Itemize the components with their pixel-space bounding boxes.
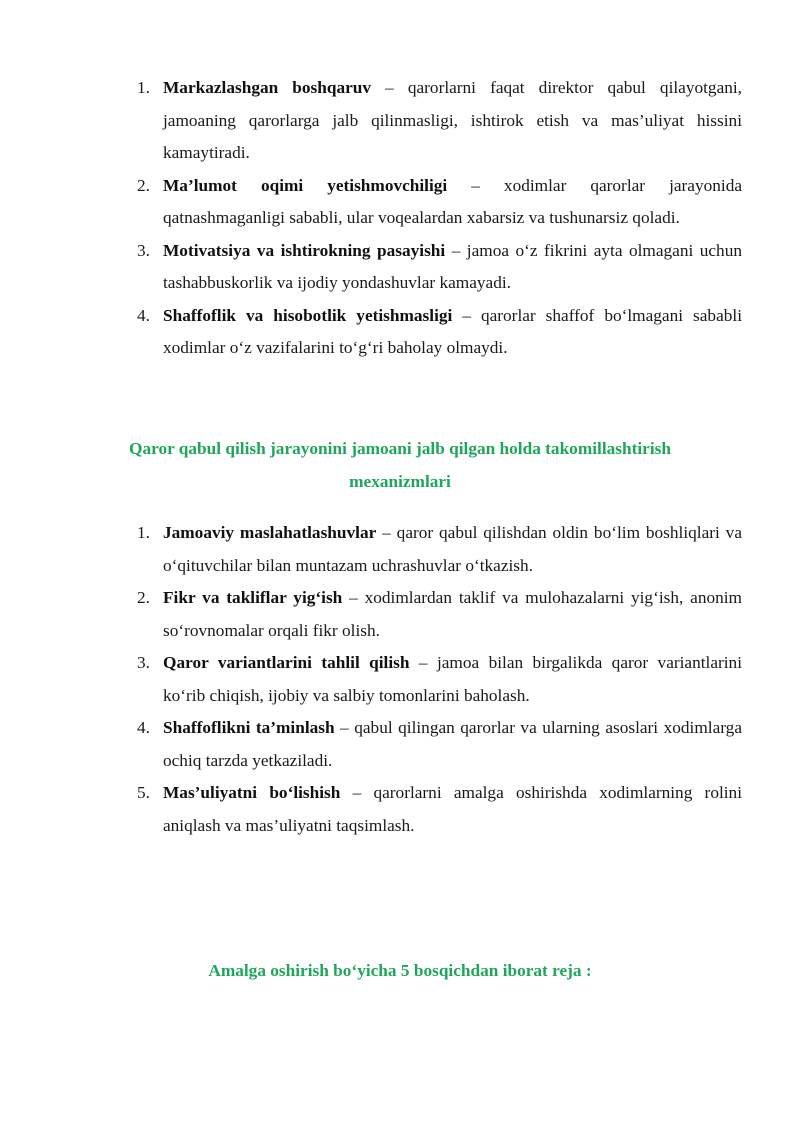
list-item-term: Markazlashgan boshqaruv bbox=[163, 78, 372, 97]
list-item-text: – qarorlarni faqat direktor qabul qilayotgani, jamoaning qarorlarga jalb qilinmasligi, ishtirok etish va mas’uliyat hissini kamaytiradi. bbox=[163, 78, 742, 162]
list-item bbox=[137, 300, 742, 365]
list-number: 3. bbox=[137, 653, 150, 672]
list-number: 3. bbox=[137, 240, 150, 260]
plan-heading: Amalga oshirish bo‘yicha 5 bosqichdan iborat reja : bbox=[208, 961, 592, 980]
list-number: 4. bbox=[137, 305, 150, 325]
list-number: 1. bbox=[137, 78, 150, 97]
list-item bbox=[137, 517, 742, 582]
list-number: 1. bbox=[137, 523, 150, 542]
list-item-term: Mas’uliyatni bo‘lishish bbox=[163, 783, 341, 802]
list-item-term: Ma’lumot oqimi yetishmovchiligi bbox=[163, 175, 448, 195]
list-number: 2. bbox=[137, 175, 150, 195]
list-item-text: – qabul qilingan qarorlar va ularning asoslari xodimlarga ochiq tarzda yetkaziladi. bbox=[163, 718, 742, 770]
list-item-term: Qaror variantlarini tahlil qilish bbox=[163, 653, 410, 672]
list-number: 4. bbox=[137, 718, 150, 737]
list-item bbox=[137, 777, 742, 842]
list-item-text: – jamoa bilan birgalikda qaror variantlarini ko‘rib chiqish, ijobiy va salbiy tomonlarini baholash. bbox=[163, 653, 742, 705]
list-item-text: – jamoa o‘z fikrini ayta olmagani uchun tashabbuskorlik va ijodiy yondashuvlar kamayadi. bbox=[163, 240, 742, 292]
list-item bbox=[137, 170, 742, 235]
list-item bbox=[137, 582, 742, 647]
list-item-term: Motivatsiya va ishtirokning pasayishi bbox=[163, 240, 446, 260]
list-item-text: – xodimlar qarorlar jarayonida qatnashmaganligi sababli, ular voqealardan xabarsiz va tushunarsiz qoladi. bbox=[163, 175, 742, 227]
list-item-term: Shaffoflik va hisobotlik yetishmasligi bbox=[163, 305, 453, 325]
list-item-text: – qarorlarni amalga oshirishda xodimlarning rolini aniqlash va mas’uliyatni taqsimlash. bbox=[163, 783, 742, 835]
list-item-term: Shaffoflikni ta’minlash bbox=[163, 718, 335, 737]
list-number: 2. bbox=[137, 588, 150, 607]
list-number: 5. bbox=[137, 783, 150, 802]
problems-list bbox=[137, 72, 742, 365]
list-item-text: – qaror qabul qilishdan oldin bo‘lim boshliqlari va o‘qituvchilar bilan muntazam uchrashuvlar o‘tkazish. bbox=[163, 523, 742, 575]
list-item-term: Jamoaviy maslahatlashuvlar bbox=[163, 523, 377, 542]
list-item-text: – xodimlardan taklif va mulohazalarni yig‘ish, anonim so‘rovnomalar orqali fikr olish. bbox=[163, 588, 742, 640]
section-heading: Qaror qabul qilish jarayonini jamoani jalb qilgan holda takomillashtirish mexanizmlari bbox=[129, 439, 671, 491]
list-item bbox=[137, 72, 742, 170]
list-item bbox=[137, 712, 742, 777]
mechanisms-list bbox=[137, 517, 742, 842]
list-item bbox=[137, 647, 742, 712]
list-item bbox=[137, 235, 742, 300]
list-item-text: – qarorlar shaffof bo‘lmagani sababli xodimlar o‘z vazifalarini to‘g‘ri baholay olmaydi. bbox=[163, 305, 742, 357]
list-item-term: Fikr va takliflar yig‘ish bbox=[163, 588, 343, 607]
